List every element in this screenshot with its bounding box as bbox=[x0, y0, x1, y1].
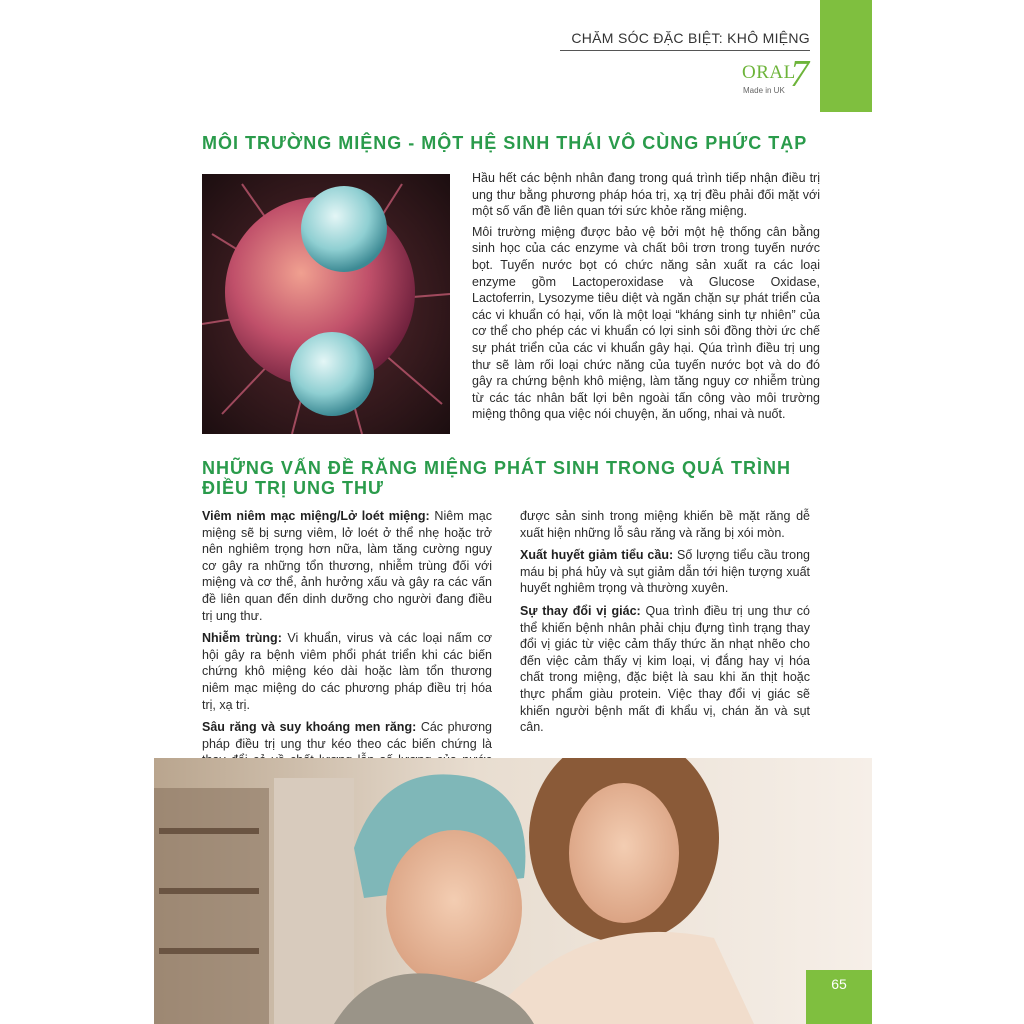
logo-number: 7 bbox=[790, 53, 809, 95]
patient-hug-photo bbox=[154, 758, 872, 1024]
paragraph-taste-change bbox=[520, 603, 810, 736]
header-title: CHĂM SÓC ĐẶC BIỆT: KHÔ MIỆNG bbox=[571, 30, 810, 46]
lead-term: Nhiễm trùng: bbox=[202, 631, 282, 646]
lead-term: Sự thay đổi vị giác: bbox=[520, 603, 641, 618]
page-number: 65 bbox=[831, 976, 847, 992]
lead-term: Viêm niêm mạc miệng/Lở loét miệng: bbox=[202, 509, 430, 523]
body-text: Qua trình điều trị ung thư có thể khiến bệnh nhân phải chịu đựng tình trạng thay đổi vị giác từ việc cảm thấy thức ăn nhạt nhẽo cho đến việc cảm thấy vị kim loại, vị đắng hay vị hóa chất trong miệng, đặc biệt là sau khi ăn thịt hoặc thực phẩm giàu protein. Việc thay đổi vị giác sẽ khiến người bệnh mất đi khẩu vị, chán ăn và sụt cân. bbox=[520, 603, 810, 735]
body-text: Các phương pháp điều trị ung thư kéo theo các biến chứng là bbox=[202, 720, 492, 751]
brand-logo bbox=[740, 53, 820, 102]
header-rule bbox=[560, 50, 810, 51]
lead-term: Xuất huyết giảm tiểu cầu: bbox=[520, 548, 674, 563]
lead-term: Sâu răng và suy khoáng men răng: bbox=[202, 720, 417, 735]
intro-paragraph: Hầu hết các bệnh nhân đang trong quá trình tiếp nhận điều trị ung thư bằng phương pháp hóa trị, xạ trị đều phải đối mặt với một số vấn đề liên quan tới sức khỏe răng miệng. bbox=[472, 171, 820, 219]
paragraph-infection bbox=[202, 630, 492, 713]
logo-word: ORAL bbox=[742, 62, 796, 83]
intro-paragraph: Môi trường miệng được bảo vệ bởi một hệ thống cân bằng sinh học của các enzyme và chất bôi trơn trong tuyến nước bọt. Tuyến nước bọt có chức năng sản xuất ra các loại enzyme gồm Lactoperoxidase và Glucose Oxidase, Lactoferrin, Lysozyme tiêu diệt và ngăn chặn sự phát triển của các vi khuẩn có hại, vốn là một loại “kháng sinh tự nhiên” của cơ thể cho phép các vi khuẩn có lợi sinh sôi đồng thời ức chế sự phát triển của các vi khuẩn gây hại. Qúa trình điều trị ung thư sẽ làm rối loại chức năng của tuyến nước bọt và do đó gây ra chứng bệnh khô miệng, làm tăng nguy cơ nhiễm trùng từ các tác nhân bất lợi bên ngoài tấn công vào môi trường miệng thông qua việc nói chuyện, ăn uống, nhai và nuốt. bbox=[472, 224, 820, 422]
column-right bbox=[520, 508, 810, 742]
section-title-oral-environment: MÔI TRƯỜNG MIỆNG - MỘT HỆ SINH THÁI VÔ CÙNG PHỨC TẠP bbox=[202, 133, 808, 153]
paragraph-mucositis bbox=[202, 508, 492, 624]
paragraph-thrombocytopenia bbox=[520, 547, 810, 597]
intro-text bbox=[472, 170, 820, 427]
body-text: Số lượng tiểu cầu trong máu bị phá hủy và sụt giảm dẫn tới hiện tượng xuất huyết nghiêm trọng và thường xuyên. bbox=[520, 548, 810, 596]
column-left bbox=[202, 508, 492, 792]
cancer-cell-image bbox=[202, 174, 450, 434]
section-title-oral-problems: NHỮNG VẤN ĐỀ RĂNG MIỆNG PHÁT SINH TRONG QUÁ TRÌNH ĐIỀU TRỊ UNG THƯ bbox=[202, 458, 791, 498]
green-tab-top bbox=[820, 0, 872, 112]
body-text: Niêm mạc miệng sẽ bị sưng viêm, lở loét ở thể nhẹ hoặc trở nên nghiêm trọng hơn nữa, làm tăng cường nguy cơ gây ra những tổn thương, nhiễm trùng đối với miệng và cơ thể, ảnh hưởng xấu và gây ra các vấn đề liên quan đến dinh dưỡng cho người đang điều trị ung thư. bbox=[202, 509, 492, 623]
logo-tagline: Made in UK bbox=[743, 86, 785, 95]
body-text: Vi khuẩn, virus và các loại nấm cơ hội gây ra bệnh viêm phổi phát triển khi các biến chứng khô miệng kéo dài hoặc làm tổn thương niêm mạc miệng do các phương pháp điều trị hóa trị, xạ trị. bbox=[202, 631, 492, 712]
body-text: được sản sinh trong miệng khiến bề mặt răng dễ xuất hiện những lỗ sâu răng và răng bị xói mòn. bbox=[520, 509, 810, 540]
paragraph-caries-continued bbox=[520, 508, 810, 541]
